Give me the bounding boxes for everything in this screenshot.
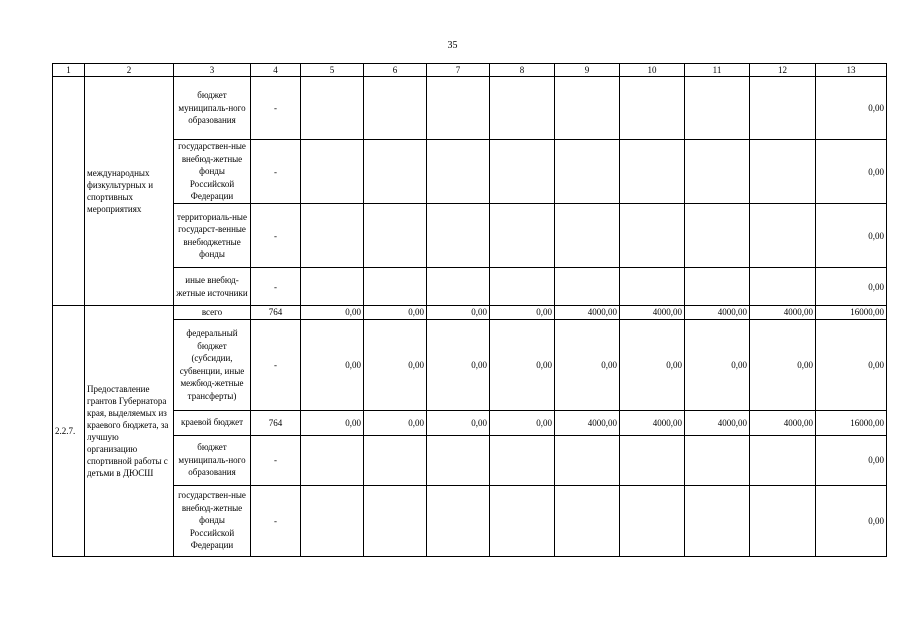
total-cell: 0,00 [816,319,887,410]
value-cell: 0,00 [427,319,490,410]
column-header: 11 [685,64,750,77]
code-cell: - [251,268,301,306]
row-number: 2.2.7. [53,306,85,557]
value-cell [490,204,555,268]
value-cell [364,140,427,204]
column-header: 10 [620,64,685,77]
value-cell [490,268,555,306]
value-cell [620,435,685,485]
funding-source: бюджет муниципаль-ного образования [174,435,251,485]
funding-source: краевой бюджет [174,410,251,435]
value-cell: 0,00 [750,319,816,410]
column-header: 8 [490,64,555,77]
value-cell: 0,00 [364,319,427,410]
value-cell [555,204,620,268]
value-cell [750,435,816,485]
value-cell [427,140,490,204]
table-row [53,319,887,410]
funding-source: иные внебюд-жетные источники [174,268,251,306]
row-number [53,77,85,306]
column-header: 1 [53,64,85,77]
column-header: 9 [555,64,620,77]
value-cell: 4000,00 [620,306,685,320]
column-header: 6 [364,64,427,77]
value-cell [555,485,620,556]
total-cell: 16000,00 [816,410,887,435]
column-header: 3 [174,64,251,77]
value-cell [490,435,555,485]
value-cell [750,268,816,306]
value-cell [427,485,490,556]
value-cell [364,268,427,306]
value-cell [364,435,427,485]
value-cell: 0,00 [490,410,555,435]
value-cell: 0,00 [301,410,364,435]
measure-name: Предоставление грантов Губернатора края, выделяемых из краевого бюджета, за лучшую организацию спортивной работы с детьми в ДЮСШ [85,306,174,557]
value-cell [301,140,364,204]
funding-source: государствен-ные внебюд-жетные фонды Российской Федерации [174,140,251,204]
value-cell: 4000,00 [750,410,816,435]
value-cell [685,140,750,204]
value-cell [427,204,490,268]
value-cell [685,435,750,485]
value-cell [620,268,685,306]
value-cell: 4000,00 [685,306,750,320]
value-cell [364,485,427,556]
total-cell: 0,00 [816,435,887,485]
value-cell: 4000,00 [750,306,816,320]
value-cell: 0,00 [301,306,364,320]
table-row [53,410,887,435]
value-cell [620,204,685,268]
column-header: 5 [301,64,364,77]
value-cell: 0,00 [364,306,427,320]
code-cell: - [251,77,301,140]
value-cell [364,77,427,140]
value-cell [301,204,364,268]
value-cell [750,204,816,268]
column-header: 4 [251,64,301,77]
value-cell [685,77,750,140]
column-header: 13 [816,64,887,77]
value-cell [490,77,555,140]
value-cell: 0,00 [427,410,490,435]
column-header: 12 [750,64,816,77]
value-cell [490,485,555,556]
value-cell: 0,00 [490,319,555,410]
page-number: 35 [447,40,458,51]
total-cell: 0,00 [816,77,887,140]
column-header: 2 [85,64,174,77]
column-header: 7 [427,64,490,77]
value-cell: 0,00 [301,319,364,410]
value-cell: 4000,00 [685,410,750,435]
value-cell [685,204,750,268]
value-cell [555,435,620,485]
code-cell: - [251,204,301,268]
value-cell [301,435,364,485]
table-row [53,485,887,556]
value-cell: 0,00 [555,319,620,410]
value-cell: 4000,00 [555,410,620,435]
table-row [53,268,887,306]
value-cell [301,268,364,306]
total-cell: 16000,00 [816,306,887,320]
value-cell [620,77,685,140]
table-row [53,435,887,485]
code-cell: - [251,319,301,410]
funding-source: федеральный бюджет (субсидии, субвенции, иные межбюд-жетные трансферты) [174,319,251,410]
value-cell: 4000,00 [620,410,685,435]
table-row [53,77,887,140]
funding-source: государствен-ные внебюд-жетные фонды Российской Федерации [174,485,251,556]
value-cell: 0,00 [620,319,685,410]
funding-source: территориаль-ные государст-венные внебюджетные фонды [174,204,251,268]
value-cell [301,485,364,556]
total-cell: 0,00 [816,204,887,268]
value-cell: 0,00 [685,319,750,410]
value-cell [427,77,490,140]
value-cell [620,485,685,556]
value-cell [620,140,685,204]
value-cell [555,77,620,140]
value-cell [750,140,816,204]
table-row [53,204,887,268]
value-cell: 0,00 [427,306,490,320]
value-cell: 0,00 [490,306,555,320]
value-cell: 4000,00 [555,306,620,320]
measure-name: международных физкультурных и спортивных мероприятиях [85,77,174,306]
total-cell: 0,00 [816,268,887,306]
value-cell [555,268,620,306]
code-cell: 764 [251,306,301,320]
value-cell: 0,00 [364,410,427,435]
code-cell: - [251,435,301,485]
value-cell [490,140,555,204]
value-cell [750,77,816,140]
code-cell: - [251,485,301,556]
value-cell [685,268,750,306]
code-cell: 764 [251,410,301,435]
funding-source: бюджет муниципаль-ного образования [174,77,251,140]
value-cell [364,204,427,268]
code-cell: - [251,140,301,204]
value-cell [427,268,490,306]
table-row [53,140,887,204]
funding-source: всего [174,306,251,320]
value-cell [301,77,364,140]
value-cell [555,140,620,204]
column-number-row [53,64,887,77]
value-cell [685,485,750,556]
value-cell [750,485,816,556]
value-cell [427,435,490,485]
total-cell: 0,00 [816,485,887,556]
budget-table [52,63,887,557]
table-row [53,306,887,320]
total-cell: 0,00 [816,140,887,204]
